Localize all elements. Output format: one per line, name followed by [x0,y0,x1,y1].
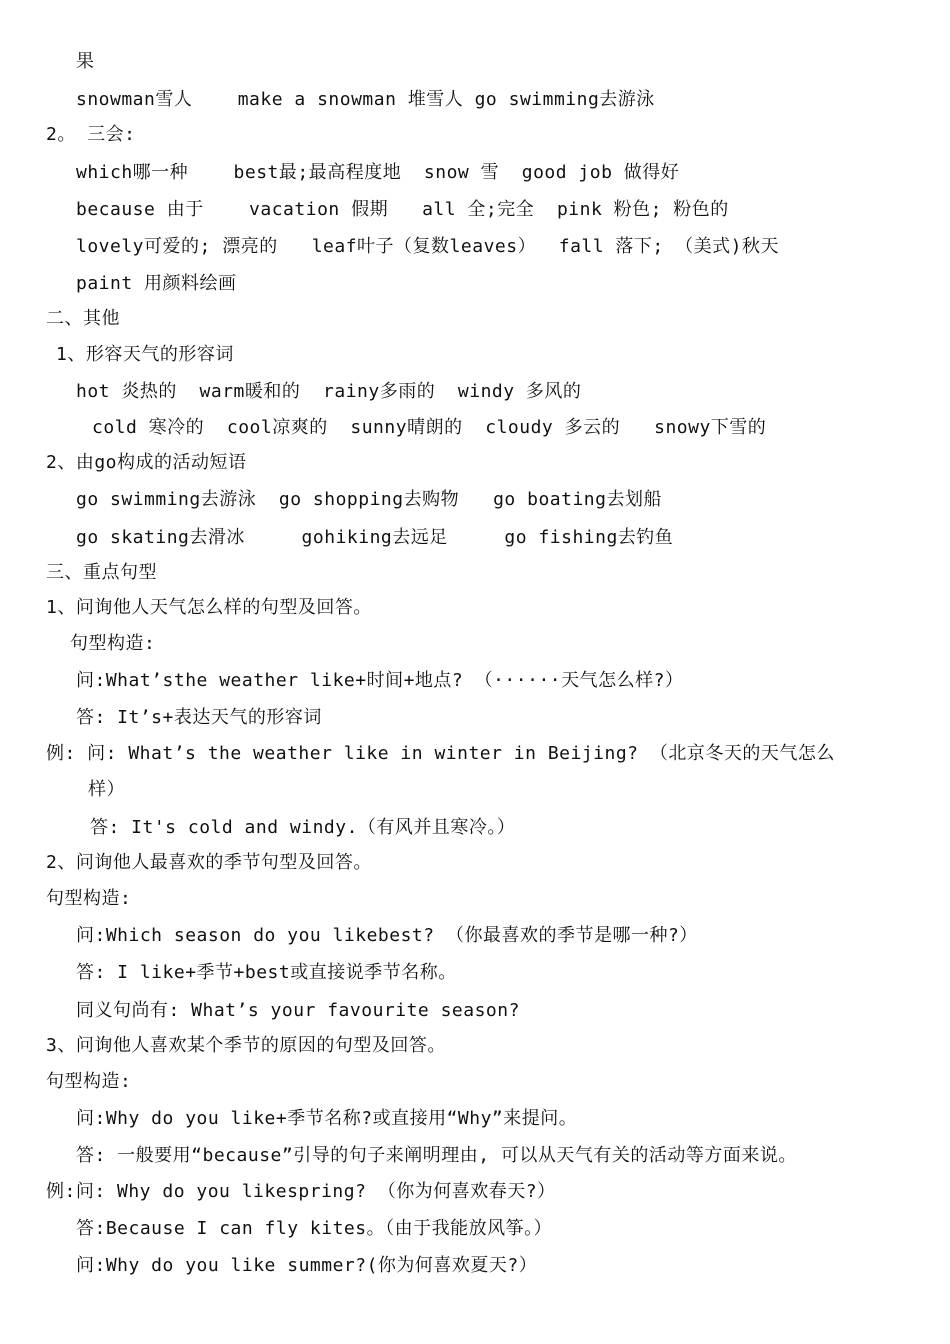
text-line: 答: It’s+表达天气的形容词 [76,707,322,728]
text-line: 果 [76,51,95,72]
subsection-heading: 3、问询他人喜欢某个季节的原因的句型及回答。 [46,1035,446,1056]
text-line: 问:Which season do you likebest? （你最喜欢的季节是哪一种?） [76,925,698,946]
text-line: cold 寒冷的 cool凉爽的 sunny晴朗的 cloudy 多云的 snowy下雪的 [92,417,767,438]
section-heading: 三、重点句型 [46,562,157,583]
subsection-heading: 1、形容天气的形容词 [56,344,234,365]
subsection-heading: 2、问询他人最喜欢的季节句型及回答。 [46,852,372,873]
section-heading: 2。 三会: [46,124,136,145]
subsection-heading: 1、问询他人天气怎么样的句型及回答。 [46,597,372,618]
text-line: 例:问: Why do you likespring? （你为何喜欢春天?） [46,1181,556,1202]
text-line: which哪一种 best最;最高程度地 snow 雪 good job 做得好 [76,162,680,183]
text-line: 例: 问: What’s the weather like in winter in Beijing? （北京冬天的天气怎么 [46,743,835,764]
subsection-heading: 2、由go构成的活动短语 [46,452,247,473]
text-line: because 由于 vacation 假期 all 全;完全 pink 粉色; 粉色的 [76,199,729,220]
section-heading: 二、其他 [46,308,120,329]
text-line: 句型构造: [46,1071,132,1092]
text-line: hot 炎热的 warm暖和的 rainy多雨的 windy 多风的 [76,381,582,402]
text-line: lovely可爱的; 漂亮的 leaf叶子（复数leaves） fall 落下; （美式)秋天 [76,236,779,257]
text-line: 答: 一般要用“because”引导的句子来阐明理由, 可以从天气有关的活动等方面来说。 [76,1145,797,1166]
text-line: go swimming去游泳 go shopping去购物 go boating去划船 [76,489,662,510]
text-line: 问:What’sthe weather like+时间+地点? （······天气怎么样?） [76,670,684,691]
text-line: 答: It's cold and windy.（有风并且寒冷。） [90,817,516,838]
text-line: snowman雪人 make a snowman 堆雪人 go swimming去游泳 [76,89,655,110]
text-line: 问:Why do you like+季节名称?或直接用“Why”来提问。 [76,1108,578,1129]
text-line: paint 用颜料绘画 [76,273,237,294]
text-line: 句型构造: [70,633,156,654]
text-line: 同义句尚有: What’s your favourite season? [76,1000,520,1021]
text-line: 问:Why do you like summer?(你为何喜欢夏天?） [76,1255,538,1276]
text-line: 句型构造: [46,888,132,909]
text-line: 样） [88,779,125,800]
text-line: go skating去滑冰 gohiking去远足 go fishing去钓鱼 [76,527,674,548]
text-line: 答: I like+季节+best或直接说季节名称。 [76,962,457,983]
text-line: 答:Because I can fly kites。（由于我能放风筝。） [76,1218,553,1239]
